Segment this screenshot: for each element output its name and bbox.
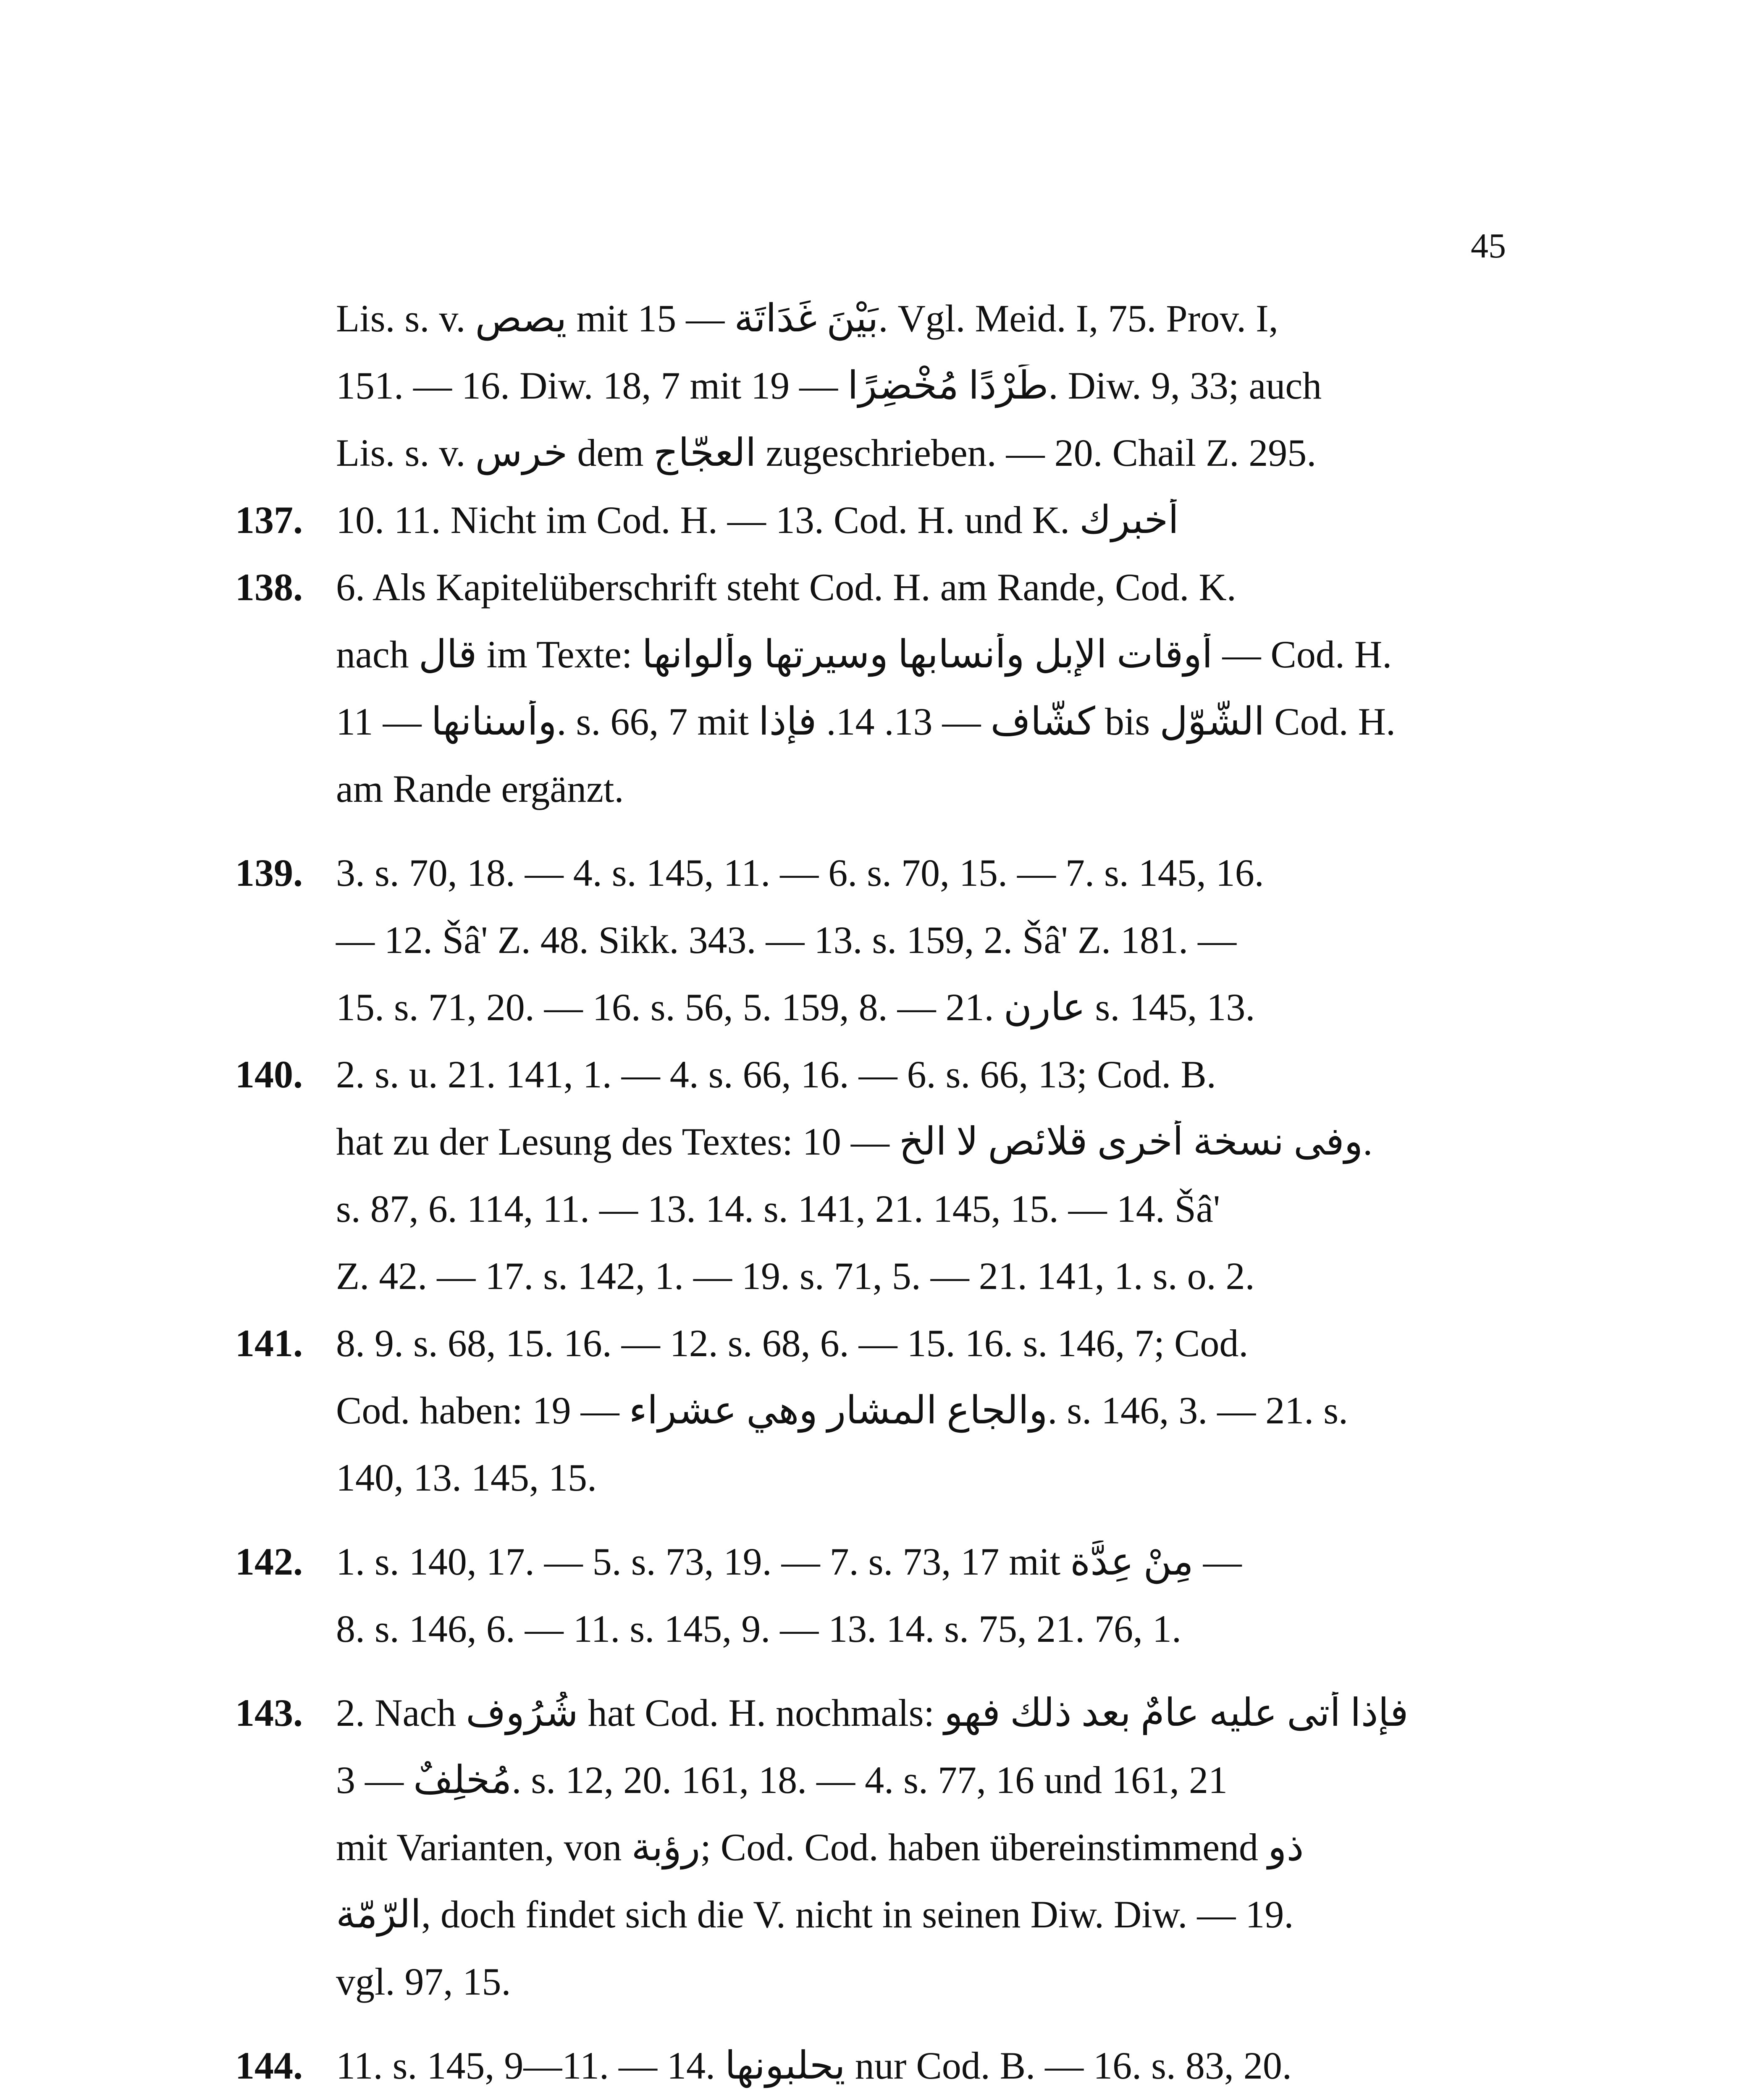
line-text: hat zu der Lesung des Textes: وفى نسخة أخرى قلائص لا الخ — 10. xyxy=(336,1121,1373,1163)
text-line xyxy=(235,1188,1506,1255)
line-text: 151. — 16. Diw. 18, 7 mit طَرْدًا مُخْضِرًا — 19. Diw. 9, 33; auch xyxy=(336,365,1322,407)
line-text: Lis. s. v. يصص mit بَيْنَ غَدَاتَة — 15. Vgl. Meid. I, 75. Prov. I, xyxy=(336,297,1278,340)
text-line xyxy=(235,1826,1506,1893)
text-line xyxy=(235,768,1506,835)
line-text: nach قال im Texte: أوقات الإبل وأنسابها وسيرتها وألوانها — Cod. H. xyxy=(336,633,1392,676)
entry-number: 144. xyxy=(235,2045,303,2087)
line-text: مُخلِفٌ — 3. s. 12, 20. 161, 18. — 4. s. 77, 16 und 161, 21 xyxy=(336,1759,1228,1801)
entry-line xyxy=(235,1692,1506,1759)
line-text: vgl. 97, 15. xyxy=(336,1961,511,2003)
line-text: 8. s. 146, 6. — 11. s. 145, 9. — 13. 14. s. 75, 21. 76, 1. xyxy=(336,1608,1181,1650)
line-text: s. 87, 6. 114, 11. — 13. 14. s. 141, 21. 145, 15. — 14. Šâ' xyxy=(336,1188,1220,1230)
line-text: mit Varianten, von رؤبة; Cod. Cod. haben übereinstimmend ذو xyxy=(336,1826,1304,1869)
text-line xyxy=(235,919,1506,986)
text-line xyxy=(235,701,1506,768)
notes-text-block xyxy=(235,297,1506,2100)
text-line xyxy=(235,365,1506,432)
text-line xyxy=(235,1608,1506,1675)
entry-number: 138. xyxy=(235,566,303,609)
text-line xyxy=(235,1457,1506,1524)
line-text: am Rande ergänzt. xyxy=(336,768,624,810)
line-text: 11. s. 145, 9—11. — 14. يحلبونها nur Cod. B. — 16. s. 83, 20. xyxy=(336,2045,1292,2087)
entry-line xyxy=(235,1541,1506,1608)
text-line xyxy=(235,1121,1506,1188)
entry-line xyxy=(235,2045,1506,2100)
text-line xyxy=(235,432,1506,499)
entry-line xyxy=(235,1053,1506,1121)
entry-number: 142. xyxy=(235,1541,303,1583)
line-text: 8. 9. s. 68, 15. 16. — 12. s. 68, 6. — 15. 16. s. 146, 7; Cod. xyxy=(336,1322,1249,1365)
line-text: 2. s. u. 21. 141, 1. — 4. s. 66, 16. — 6. s. 66, 13; Cod. B. xyxy=(336,1053,1216,1096)
text-line xyxy=(235,986,1506,1053)
entry-number: 140. xyxy=(235,1053,303,1096)
text-line xyxy=(235,1961,1506,2028)
line-text: — 12. Šâ' Z. 48. Sikk. 343. — 13. s. 159, 2. Šâ' Z. 181. — xyxy=(336,919,1237,961)
text-line xyxy=(235,1893,1506,1961)
entry-number: 143. xyxy=(235,1692,303,1734)
entry-number: 137. xyxy=(235,499,303,541)
entry-line xyxy=(235,566,1506,633)
text-line xyxy=(235,1255,1506,1322)
entry-number: 141. xyxy=(235,1322,303,1365)
line-text: الرّمّة, doch findet sich die V. nicht in seinen Diw. Diw. — 19. xyxy=(336,1893,1294,1936)
line-text: 1. s. 140, 17. — 5. s. 73, 19. — 7. s. 73, 17 mit مِنْ عِدَّة — xyxy=(336,1541,1242,1583)
line-text: 3. s. 70, 18. — 4. s. 145, 11. — 6. s. 70, 15. — 7. s. 145, 16. xyxy=(336,852,1264,894)
text-line xyxy=(235,297,1506,365)
line-text: 15. s. 71, 20. — 16. s. 56, 5. 159, 8. — 21. عارن s. 145, 13. xyxy=(336,986,1255,1029)
text-line xyxy=(235,633,1506,701)
entry-line xyxy=(235,852,1506,919)
line-text: 6. Als Kapitelüberschrift steht Cod. H. am Rande, Cod. K. xyxy=(336,566,1236,609)
line-text: 2. Nach شُرُوف hat Cod. H. nochmals: فإذا أتى عليه عامٌ بعد ذلك فهو xyxy=(336,1692,1409,1734)
line-text: Lis. s. v. خرس dem العجّاج zugeschrieben. — 20. Chail Z. 295. xyxy=(336,432,1317,474)
text-line xyxy=(235,1759,1506,1826)
line-text: Cod. haben: والجاع المشار وهي عشراء — 19. s. 146, 3. — 21. s. xyxy=(336,1389,1349,1432)
text-line xyxy=(235,1389,1506,1457)
entry-line xyxy=(235,499,1506,566)
line-text: وأسنانها — 11. s. 66, 7 mit كشّاف — 13. 14. فإذا bis الشّوّل Cod. H. xyxy=(336,701,1396,743)
line-text: 10. 11. Nicht im Cod. H. — 13. Cod. H. und K. أخبرك xyxy=(336,499,1179,541)
page-number: 45 xyxy=(1471,226,1506,265)
entry-line xyxy=(235,1322,1506,1389)
entry-number: 139. xyxy=(235,852,303,894)
line-text: 140, 13. 145, 15. xyxy=(336,1457,597,1499)
line-text: Z. 42. — 17. s. 142, 1. — 19. s. 71, 5. — 21. 141, 1. s. o. 2. xyxy=(336,1255,1255,1297)
